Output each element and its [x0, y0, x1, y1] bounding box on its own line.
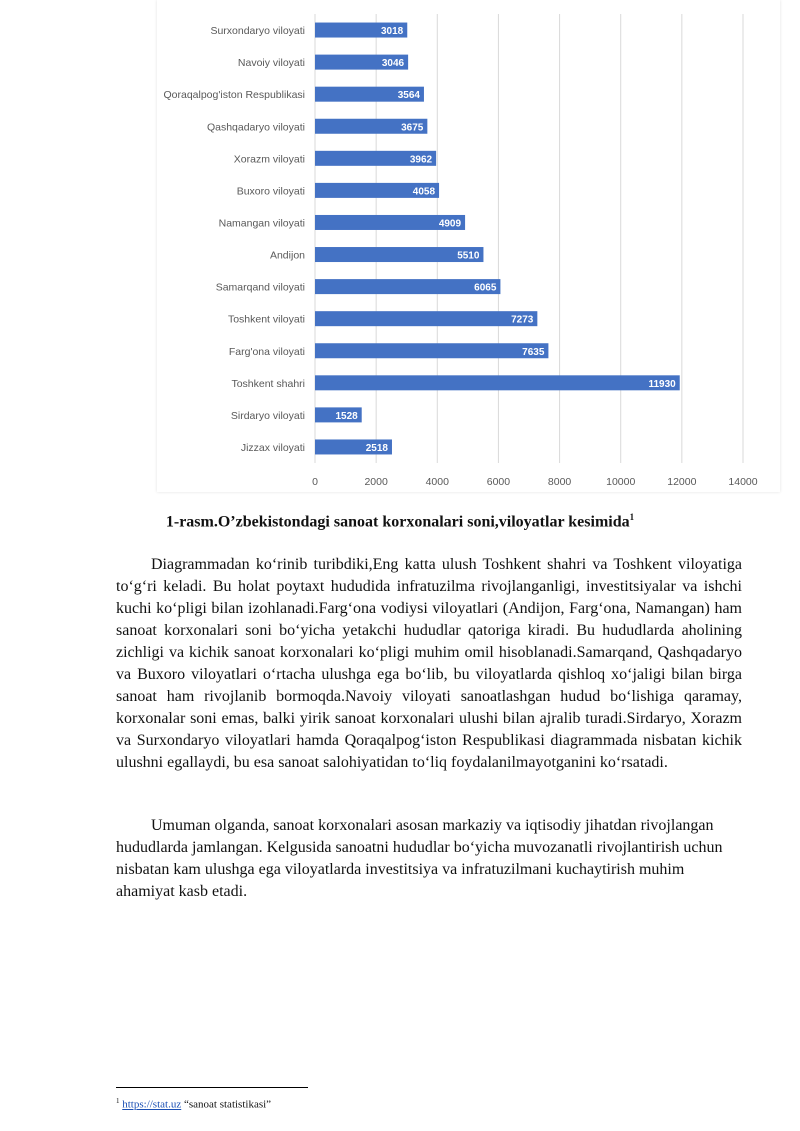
x-tick-label: 4000	[425, 476, 449, 488]
paragraph-1: Diagrammadan ko‘rinib turibdiki,Eng katta ulush Toshkent shahri va Toshkent viloyatiga to‘g‘ri keladi. Bu holat poytaxt hududida infratuzilma rivojlanganligi, investitsiyalar va ishchi kuchi ko‘pligi bilan izohlanadi.Farg‘ona vodiysi viloyatlari (Andijon, Farg‘ona, Namangan) ham sanoat korxonalari soni bo‘yicha yetakchi hududlar qatoriga kiradi. Bu hududlarda aholining zichligi va kichik sanoat korxonalari ko‘pligi muhim omil hisoblanadi.Samarqand, Qashqadaryo va Buxoro viloyatlari o‘rtacha ulushga ega bo‘lib, bu viloyatlarda qishloq xo‘jaligi bilan birga sanoat ham rivojlanib bormoqda.Navoiy viloyati sanoatlashgan hudud bo‘lishiga qaramay, korxonalar soni emas, balki yirik sanoat korxonalari ulushi bilan ajralib turadi.Sirdaryo, Xorazm va Surxondaryo viloyatlari hamda Qoraqalpog‘iston Respublikasi diagrammada nisbatan kichik ulushni egallaydi, bu esa sanoat salohiyatidan to‘liq foydalanilmayotganini ko‘rsatadi.	[116, 556, 742, 771]
category-label: Farg'ona viloyati	[228, 345, 305, 358]
footnote-text: “sanoat statistikasi”	[181, 1098, 272, 1111]
data-label: 3675	[401, 122, 424, 134]
data-label: 11930	[648, 378, 676, 390]
x-tick-label: 2000	[364, 476, 388, 488]
category-label: Buxoro viloyati	[236, 185, 305, 198]
data-label: 3018	[381, 26, 404, 38]
data-label: 7273	[511, 314, 534, 326]
bar	[315, 279, 500, 294]
data-label: 4058	[412, 186, 436, 198]
caption-text: 1-rasm.O’zbekistondagi sanoat korxonalari soni,viloyatlar kesimida	[165, 513, 630, 531]
data-label: 3046	[381, 58, 405, 70]
category-label: Samarqand viloyati	[215, 281, 305, 294]
x-tick-label: 14000	[728, 476, 758, 488]
bar	[315, 311, 537, 326]
footnote-number: 1	[116, 1097, 120, 1105]
footnote-separator	[116, 1087, 308, 1088]
chart-svg	[157, 0, 780, 492]
footnote-link[interactable]: https://stat.uz	[122, 1098, 182, 1111]
bar	[315, 343, 548, 358]
data-label: 6065	[474, 282, 497, 294]
category-label: Surxondaryo viloyati	[210, 25, 305, 38]
category-label: Toshkent viloyati	[227, 313, 305, 326]
x-tick-label: 6000	[486, 476, 511, 488]
data-label: 2518	[365, 442, 388, 454]
data-label: 5510	[457, 250, 480, 262]
bar	[315, 375, 680, 390]
data-label: 3564	[397, 90, 420, 102]
footnote	[116, 1097, 271, 1111]
bar-chart	[157, 0, 780, 492]
paragraph-2: Umuman olganda, sanoat korxonalari asosan markaziy va iqtisodiy jihatdan rivojlangan hududlarda jamlangan. Kelgusida sanoatni hududlar bo‘yicha muvozanatli rivojlantirish uchun nisbatan kam ulushga ega viloyatlarda investitsiya va infratuzilmani kuchaytirish muhim ahamiyat kasb etadi.	[116, 817, 723, 900]
category-label: Namangan viloyati	[218, 217, 305, 230]
data-label: 3962	[409, 154, 433, 166]
category-label: Qoraqalpog'iston Respublikasi	[163, 89, 305, 102]
category-label: Jizzax viloyati	[240, 441, 305, 454]
category-label: Sirdaryo viloyati	[230, 409, 305, 422]
x-tick-label: 10000	[606, 476, 636, 488]
category-label: Xorazm viloyati	[233, 153, 305, 166]
x-tick-label: 12000	[667, 476, 697, 488]
data-label: 1528	[335, 410, 358, 422]
category-label: Navoiy viloyati	[237, 57, 305, 70]
x-tick-label: 8000	[547, 476, 572, 488]
data-label: 7635	[522, 346, 545, 358]
x-tick-label: 0	[312, 476, 318, 488]
category-label: Toshkent shahri	[231, 377, 305, 390]
category-label: Andijon	[269, 249, 305, 262]
category-label: Qashqadaryo viloyati	[206, 121, 305, 134]
figure-caption	[0, 512, 800, 531]
data-label: 4909	[438, 218, 462, 230]
caption-footnote-ref: 1	[629, 512, 635, 522]
